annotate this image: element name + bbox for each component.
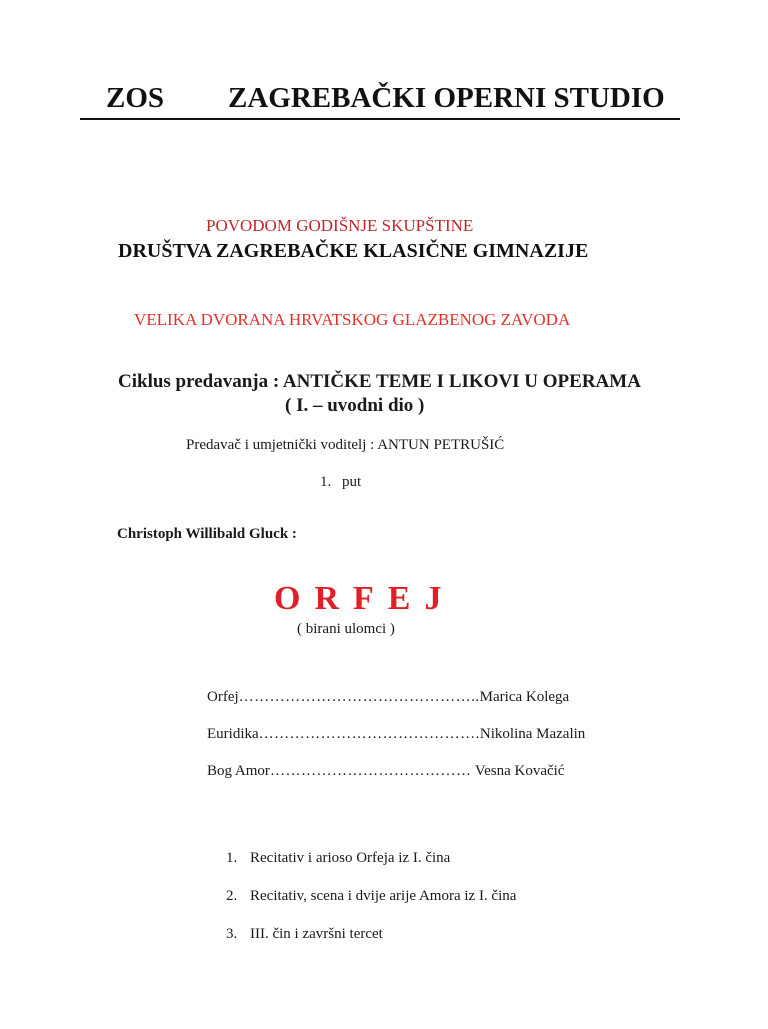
lecturer-line: Predavač i umjetnički voditelj : ANTUN PETRUŠIĆ <box>186 437 505 453</box>
opera-subtitle: ( birani ulomci ) <box>297 621 395 637</box>
cast-row <box>207 726 585 743</box>
header-abbreviation: ZOS <box>106 82 165 114</box>
program-number: 3. <box>226 926 238 942</box>
opera-title: ORFEJ <box>274 580 456 617</box>
performance-number: 1. <box>320 474 332 490</box>
venue-line: VELIKA DVORANA HRVATSKOG GLAZBENOG ZAVODA <box>134 310 571 329</box>
header-studio-name: ZAGREBAČKI OPERNI STUDIO <box>228 82 665 114</box>
cast-role: Orfej <box>207 689 239 705</box>
cast-dots: ……………………………………….. <box>238 689 480 705</box>
cast-singer: Marica Kolega <box>479 689 570 705</box>
cast-singer: Vesna Kovačić <box>471 763 565 779</box>
program-item <box>226 850 450 867</box>
performance-count <box>320 474 361 491</box>
cast-role: Bog Amor <box>207 763 270 779</box>
cast-row <box>207 689 569 706</box>
program-number: 2. <box>226 888 238 904</box>
lecture-series-part: ( I. – uvodni dio ) <box>285 395 425 416</box>
performance-label: put <box>342 474 362 490</box>
cast-singer: Nikolina Mazalin <box>479 726 586 742</box>
program-item <box>226 926 383 943</box>
program-text: Recitativ i arioso Orfeja iz I. čina <box>250 850 451 866</box>
society-title: DRUŠTVA ZAGREBAČKE KLASIČNE GIMNAZIJE <box>118 240 589 262</box>
cast-role: Euridika <box>207 726 259 742</box>
header-divider <box>80 118 680 120</box>
cast-dots: ………………………………… <box>269 763 472 779</box>
composer-name: Christoph Willibald Gluck : <box>117 526 297 542</box>
cast-dots: ……………………………………. <box>258 726 480 742</box>
occasion-line: POVODOM GODIŠNJE SKUPŠTINE <box>206 216 474 235</box>
lecture-series-title: Ciklus predavanja : ANTIČKE TEME I LIKOVI U OPERAMA <box>118 371 641 392</box>
program-text: III. čin i završni tercet <box>250 926 383 942</box>
cast-row <box>207 763 564 780</box>
program-number: 1. <box>226 850 238 866</box>
program-item <box>226 888 516 905</box>
program-text: Recitativ, scena i dvije arije Amora iz I. čina <box>250 888 517 904</box>
